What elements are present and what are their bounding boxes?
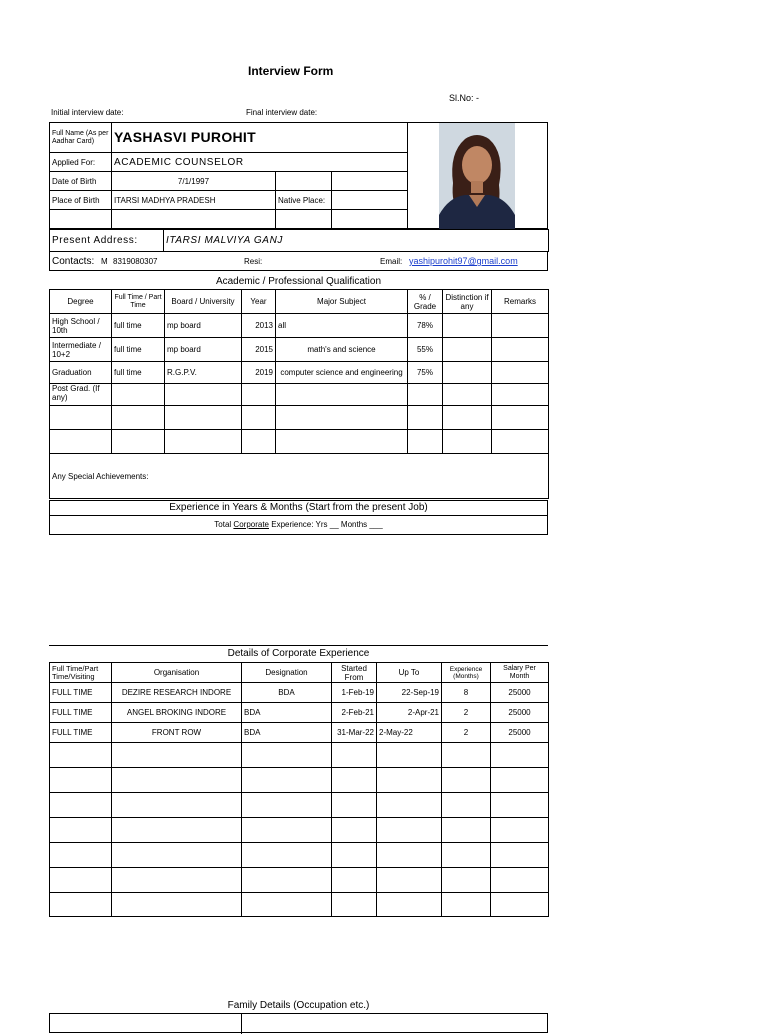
org-cell[interactable]: DEZIRE RESEARCH INDORE [112, 683, 242, 703]
blank-cell[interactable] [112, 893, 242, 917]
blank-cell[interactable] [276, 430, 408, 454]
address-table [49, 229, 549, 252]
col-year: Year [242, 290, 276, 314]
blank-cell[interactable] [491, 843, 549, 868]
mode-cell[interactable]: full time [112, 362, 165, 384]
blank-cell[interactable] [242, 743, 332, 768]
dob-empty-1 [276, 172, 332, 191]
remarks-cell[interactable] [492, 314, 549, 338]
distinction-cell[interactable] [443, 338, 492, 362]
email-link[interactable]: yashipurohit97@gmail.com [409, 256, 518, 266]
blank-cell[interactable] [332, 868, 377, 893]
from-cell[interactable]: 1-Feb-19 [332, 683, 377, 703]
type-cell[interactable]: FULL TIME [50, 683, 112, 703]
blank-cell[interactable] [332, 743, 377, 768]
blank-cell[interactable] [332, 793, 377, 818]
blank-cell[interactable] [112, 843, 242, 868]
blank-cell[interactable] [492, 430, 549, 454]
blank-cell[interactable] [442, 818, 491, 843]
col-degree: Degree [50, 290, 112, 314]
blank-cell[interactable] [377, 743, 442, 768]
blank-cell[interactable] [50, 818, 112, 843]
applied-for-label: Applied For: [50, 153, 112, 172]
blank-cell[interactable] [242, 843, 332, 868]
year-cell[interactable] [242, 384, 276, 406]
phone-number[interactable]: 8319080307 [113, 257, 158, 266]
blank-cell[interactable] [442, 793, 491, 818]
board-cell[interactable]: R.G.P.V. [165, 362, 242, 384]
blank-cell[interactable] [491, 818, 549, 843]
degree-cell: High School / 10th [50, 314, 112, 338]
col-grade: % / Grade [408, 290, 443, 314]
total-corporate: Corporate [233, 520, 269, 529]
blank-cell[interactable] [377, 868, 442, 893]
board-cell[interactable]: mp board [165, 314, 242, 338]
mode-cell[interactable] [112, 384, 165, 406]
blank-cell[interactable] [442, 893, 491, 917]
blank-cell[interactable] [242, 406, 276, 430]
dob-empty-2 [332, 172, 408, 191]
remarks-cell[interactable] [492, 362, 549, 384]
blank-cell[interactable] [276, 406, 408, 430]
col-board: Board / University [165, 290, 242, 314]
blank-cell[interactable] [443, 406, 492, 430]
board-cell[interactable]: mp board [165, 338, 242, 362]
col-salary: Salary Per Month [491, 663, 549, 683]
family-table-top [49, 1013, 548, 1033]
corporate-table [49, 662, 549, 917]
contacts-label: Contacts: [52, 256, 95, 267]
designation-cell[interactable]: BDA [242, 683, 332, 703]
mobile-prefix: M [101, 257, 108, 266]
designation-cell[interactable]: BDA [242, 703, 332, 723]
blank-cell[interactable] [242, 793, 332, 818]
table-row [50, 843, 549, 868]
blank-cell[interactable] [443, 430, 492, 454]
table-row [50, 743, 549, 768]
salary-cell[interactable]: 25000 [491, 723, 549, 743]
table-row [50, 793, 549, 818]
blank-cell[interactable] [112, 430, 165, 454]
blank-cell[interactable] [408, 430, 443, 454]
total-prefix: Total [214, 520, 232, 529]
blank-cell [50, 210, 112, 229]
applied-for-value[interactable]: ACADEMIC COUNSELOR [112, 153, 408, 172]
distinction-cell[interactable] [443, 384, 492, 406]
subject-cell[interactable]: all [276, 314, 408, 338]
table-row [50, 893, 549, 917]
blank-cell[interactable] [332, 843, 377, 868]
blank-cell[interactable] [377, 793, 442, 818]
experience-heading-box [49, 500, 548, 516]
blank-cell[interactable] [50, 843, 112, 868]
table-row [50, 723, 549, 743]
col-upto: Up To [377, 663, 442, 683]
corporate-heading: Details of Corporate Experience [227, 648, 370, 659]
blank-cell[interactable] [491, 768, 549, 793]
blank-cell[interactable] [492, 406, 549, 430]
subject-cell[interactable]: computer science and engineering [276, 362, 408, 384]
blank-cell[interactable] [408, 406, 443, 430]
sl-no-label: Sl.No: - [449, 93, 480, 103]
months-cell[interactable]: 8 [442, 683, 491, 703]
blank-cell[interactable] [491, 793, 549, 818]
full-name-value[interactable]: YASHASVI PUROHIT [112, 123, 408, 153]
table-row [50, 362, 549, 384]
native-place-value[interactable] [332, 191, 408, 210]
year-cell[interactable]: 2019 [242, 362, 276, 384]
blank-cell[interactable] [50, 768, 112, 793]
blank-cell[interactable] [112, 793, 242, 818]
table-row [50, 703, 549, 723]
table-row [50, 314, 549, 338]
blank-cell[interactable] [165, 430, 242, 454]
blank-cell[interactable] [112, 768, 242, 793]
personal-details-table [49, 122, 408, 229]
blank-cell [332, 210, 408, 229]
present-address-value[interactable]: ITARSI MALVIYA GANJ [164, 230, 549, 252]
blank-cell[interactable] [442, 743, 491, 768]
blank-cell[interactable] [377, 768, 442, 793]
initial-interview-date-label: Initial interview date: [51, 108, 124, 117]
org-cell[interactable]: ANGEL BROKING INDORE [112, 703, 242, 723]
blank-cell[interactable] [112, 868, 242, 893]
pob-value[interactable]: ITARSI MADHYA PRADESH [112, 191, 276, 210]
table-row [50, 868, 549, 893]
mode-cell[interactable]: full time [112, 338, 165, 362]
months-cell[interactable]: 2 [442, 723, 491, 743]
experience-heading: Experience in Years & Months (Start from the present Job) [169, 502, 428, 513]
contacts-row [49, 251, 548, 271]
col-subject: Major Subject [276, 290, 408, 314]
distinction-cell[interactable] [443, 362, 492, 384]
present-address-label: Present Address: [50, 230, 164, 252]
blank-cell[interactable] [491, 868, 549, 893]
resi-label: Resi: [244, 257, 263, 266]
table-row [50, 384, 549, 406]
table-row [50, 430, 549, 454]
blank-cell[interactable] [112, 743, 242, 768]
blank-cell[interactable] [332, 768, 377, 793]
col-distinction: Distinction if any [443, 290, 492, 314]
blank-cell[interactable] [242, 430, 276, 454]
blank-cell[interactable] [442, 768, 491, 793]
grade-cell[interactable] [408, 384, 443, 406]
total-experience-value[interactable]: Experience: Yrs __ Months ___ [271, 520, 383, 529]
board-cell[interactable] [165, 384, 242, 406]
table-row [50, 406, 549, 430]
blank-cell[interactable] [242, 818, 332, 843]
distinction-cell[interactable] [443, 314, 492, 338]
degree-cell: Intermediate / 10+2 [50, 338, 112, 362]
blank-cell[interactable] [242, 868, 332, 893]
blank-cell[interactable] [50, 743, 112, 768]
months-cell[interactable]: 2 [442, 703, 491, 723]
special-achievements-label[interactable]: Any Special Achievements: [50, 454, 549, 499]
degree-cell: Graduation [50, 362, 112, 384]
dob-label: Date of Birth [50, 172, 112, 191]
grade-cell[interactable]: 55% [408, 338, 443, 362]
col-months: Experience (Months) [442, 663, 491, 683]
col-started: Started From [332, 663, 377, 683]
blank-cell[interactable] [377, 843, 442, 868]
from-cell[interactable]: 31-Mar-22 [332, 723, 377, 743]
dob-value[interactable]: 7/1/1997 [112, 172, 276, 191]
table-row [50, 768, 549, 793]
pob-label: Place of Birth [50, 191, 112, 210]
corporate-rule [49, 645, 548, 646]
family-table-divider [241, 1014, 242, 1034]
blank-cell[interactable] [377, 893, 442, 917]
year-cell[interactable]: 2015 [242, 338, 276, 362]
designation-cell[interactable]: BDA [242, 723, 332, 743]
col-mode: Full Time / Part Time [112, 290, 165, 314]
blank-cell[interactable] [442, 843, 491, 868]
blank-cell[interactable] [491, 743, 549, 768]
remarks-cell[interactable] [492, 384, 549, 406]
native-place-label: Native Place: [276, 191, 332, 210]
blank-cell[interactable] [50, 793, 112, 818]
final-interview-date-label: Final interview date: [246, 108, 318, 117]
to-cell[interactable]: 2-May-22 [377, 723, 442, 743]
to-cell[interactable]: 22-Sep-19 [377, 683, 442, 703]
blank-cell[interactable] [50, 430, 112, 454]
grade-cell[interactable]: 78% [408, 314, 443, 338]
col-designation: Designation [242, 663, 332, 683]
table-row [50, 338, 549, 362]
remarks-cell[interactable] [492, 338, 549, 362]
academic-table [49, 289, 549, 499]
blank-cell[interactable] [242, 893, 332, 917]
org-cell[interactable]: FRONT ROW [112, 723, 242, 743]
blank-cell[interactable] [50, 893, 112, 917]
blank-cell[interactable] [50, 868, 112, 893]
blank-cell[interactable] [165, 406, 242, 430]
mode-cell[interactable]: full time [112, 314, 165, 338]
col-organisation: Organisation [112, 663, 242, 683]
from-cell[interactable]: 2-Feb-21 [332, 703, 377, 723]
blank-cell[interactable] [332, 818, 377, 843]
grade-cell[interactable]: 75% [408, 362, 443, 384]
blank-cell[interactable] [242, 768, 332, 793]
blank-cell[interactable] [112, 818, 242, 843]
family-heading: Family Details (Occupation etc.) [227, 1000, 370, 1011]
table-row [50, 818, 549, 843]
email-label: Email: [380, 257, 403, 266]
table-row [50, 683, 549, 703]
subject-cell[interactable] [276, 384, 408, 406]
degree-cell: Post Grad. (If any) [50, 384, 112, 406]
type-cell[interactable]: FULL TIME [50, 703, 112, 723]
subject-cell[interactable]: math's and science [276, 338, 408, 362]
blank-cell[interactable] [377, 818, 442, 843]
blank-cell [112, 210, 276, 229]
salary-cell[interactable]: 25000 [491, 683, 549, 703]
blank-cell[interactable] [332, 893, 377, 917]
blank-cell[interactable] [50, 406, 112, 430]
col-type: Full Time/Part Time/Visiting [50, 663, 112, 683]
to-cell[interactable]: 2-Apr-21 [377, 703, 442, 723]
full-name-label: Full Name (As per Aadhar Card) [50, 123, 112, 153]
academic-heading: Academic / Professional Qualification [215, 276, 382, 287]
blank-cell[interactable] [112, 406, 165, 430]
blank-cell[interactable] [491, 893, 549, 917]
blank-cell[interactable] [442, 868, 491, 893]
blank-cell [276, 210, 332, 229]
type-cell[interactable]: FULL TIME [50, 723, 112, 743]
applicant-photo [439, 123, 515, 229]
col-remarks: Remarks [492, 290, 549, 314]
total-experience-box [49, 516, 548, 535]
year-cell[interactable]: 2013 [242, 314, 276, 338]
form-title: Interview Form [248, 64, 334, 78]
salary-cell[interactable]: 25000 [491, 703, 549, 723]
applicant-photo-image [439, 123, 515, 229]
